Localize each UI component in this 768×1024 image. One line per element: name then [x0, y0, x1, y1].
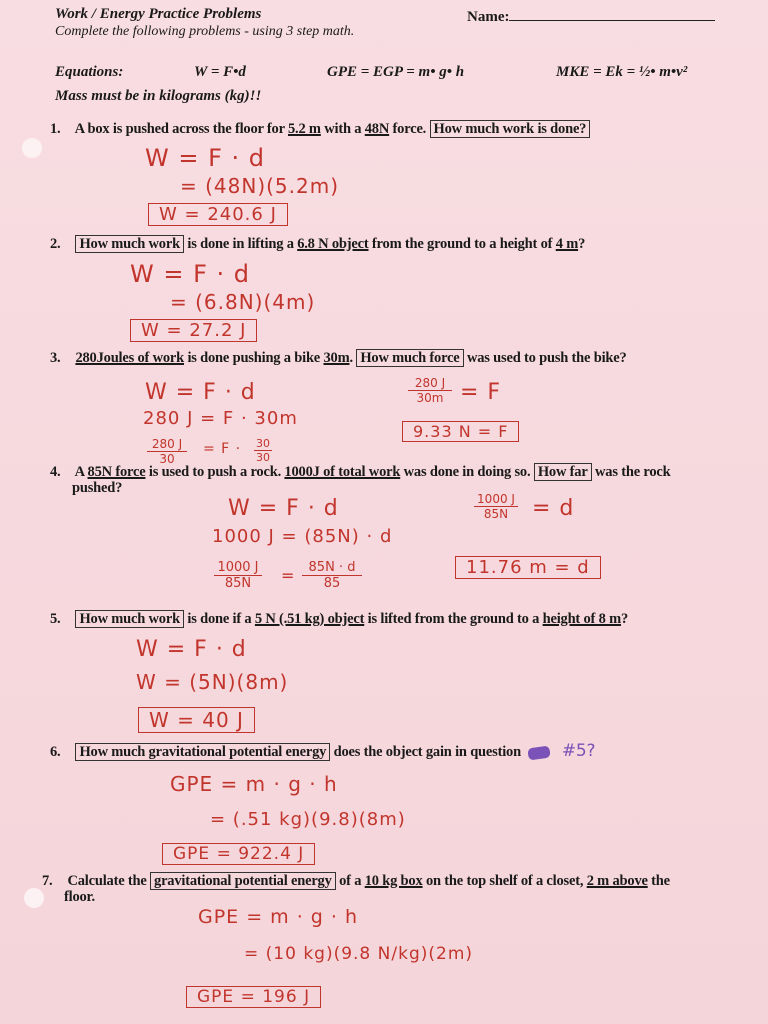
problem-4: [50, 464, 671, 481]
problem-1: [50, 121, 590, 138]
text: does the object gain in question: [330, 744, 525, 760]
text: is done in lifting a: [183, 236, 298, 252]
problem-5: [50, 611, 628, 628]
scribble-mark: [528, 745, 551, 760]
p3-eq-mid: = F ·: [203, 441, 242, 457]
denominator: 85N: [483, 507, 509, 521]
denominator: 30m: [416, 391, 444, 405]
p6-step1: GPE = m · g · h: [170, 772, 338, 796]
mke-equation: MKE = Ek = ½• m•v²: [556, 64, 688, 80]
p1-step1: W = F · d: [145, 144, 266, 172]
punch-hole-top: [22, 138, 42, 158]
p7-step1: GPE = m · g · h: [198, 906, 359, 928]
text: the: [647, 873, 670, 889]
name-blank[interactable]: [509, 6, 715, 21]
numerator: 1000 J: [474, 492, 518, 507]
p3-eq-right: = F: [460, 380, 502, 405]
p4-fraction-right: [474, 492, 518, 521]
name-field[interactable]: [467, 6, 715, 26]
text: ?: [620, 611, 629, 627]
text: is lifted from the ground to a: [364, 611, 543, 627]
problem-7: [42, 873, 670, 890]
text: 10 kg box: [364, 873, 423, 889]
p4-eq-mid: =: [281, 566, 296, 585]
text: 1000J of total work: [284, 464, 401, 480]
text: from the ground to a height of: [368, 236, 556, 252]
text: 280Joules of work: [75, 350, 185, 366]
p1-step2: = (48N)(5.2m): [180, 174, 340, 198]
boxed-question: How far: [534, 463, 592, 481]
numerator: 85N · d: [302, 560, 362, 576]
p4-answer: 11.76 m = d: [455, 556, 601, 579]
p4-fraction-left: [214, 560, 262, 591]
p4-step2: 1000 J = (85N) · d: [212, 526, 393, 547]
worksheet-subtitle: Complete the following problems - using 3 step math.: [55, 24, 355, 39]
denominator: 85N: [224, 576, 252, 591]
text: with a: [320, 121, 365, 137]
text: was done in doing so.: [400, 464, 534, 480]
boxed-question: How much gravitational potential energy: [75, 743, 330, 761]
text: 4 m: [555, 236, 579, 252]
problem-7-line2: floor.: [64, 889, 95, 905]
p3-fraction-right: [408, 376, 452, 405]
text: was used to push the bike?: [463, 350, 627, 366]
text: 2 m above: [586, 873, 648, 889]
p4-eq-right: = d: [532, 496, 575, 521]
text: 85N force: [87, 464, 146, 480]
text: 5 N (.51 kg) object: [254, 611, 365, 627]
p1-answer: W = 240.6 J: [148, 203, 288, 226]
p7-step2: = (10 kg)(9.8 N/kg)(2m): [244, 944, 474, 964]
text: 30m: [323, 350, 350, 366]
text: 5.2 m: [287, 121, 321, 137]
problem-4-line2: pushed?: [72, 480, 123, 496]
numerator: 280 J: [408, 376, 452, 391]
p5-step2: W = (5N)(8m): [136, 670, 289, 694]
p3-step1: W = F · d: [145, 380, 256, 405]
text: of a: [335, 873, 365, 889]
boxed-question: How much force: [356, 349, 463, 367]
punch-hole-bottom: [24, 888, 44, 908]
text: A box is pushed across the floor for: [74, 121, 288, 137]
problem-number: 4.: [50, 464, 61, 480]
gpe-equation: GPE = EGP = m• g• h: [327, 64, 465, 80]
p3-fraction-left: [147, 437, 187, 466]
text: is done pushing a bike: [184, 350, 324, 366]
problem-number: 7.: [42, 873, 53, 889]
text: A: [74, 464, 88, 480]
numerator: 280 J: [147, 437, 187, 452]
p4-step1: W = F · d: [228, 496, 339, 521]
p5-step1: W = F · d: [136, 637, 247, 662]
p6-answer: GPE = 922.4 J: [162, 843, 315, 865]
denominator: 85: [323, 576, 341, 591]
p2-step1: W = F · d: [130, 260, 251, 288]
p3-answer: 9.33 N = F: [402, 421, 519, 442]
boxed-question: gravitational potential energy: [150, 872, 336, 890]
problem-2: [50, 236, 585, 253]
p3-step2: 280 J = F · 30m: [143, 408, 298, 429]
boxed-question: How much work: [75, 235, 184, 253]
numerator: 30: [256, 437, 270, 450]
problem-6: [50, 741, 595, 761]
mass-note: Mass must be in kilograms (kg)!!: [55, 88, 262, 104]
p4-fraction-mid: [302, 560, 362, 591]
problem-number: 2.: [50, 236, 61, 252]
text: was the rock: [591, 464, 671, 480]
equations-label: Equations:: [55, 64, 124, 80]
text: Calculate the: [67, 873, 151, 889]
p2-answer: W = 27.2 J: [130, 319, 257, 342]
name-label: Name:: [467, 9, 510, 25]
boxed-question: How much work: [75, 610, 184, 628]
text: .: [349, 350, 357, 366]
p5-answer: W = 40 J: [138, 707, 255, 733]
problem-number: 5.: [50, 611, 61, 627]
work-equation: W = F•d: [194, 64, 246, 80]
problem-number: 6.: [50, 744, 61, 760]
p3-fraction-mid: [254, 437, 272, 464]
numerator: 1000 J: [214, 560, 262, 576]
denominator: 30: [159, 452, 175, 466]
p2-step2: = (6.8N)(4m): [170, 290, 316, 314]
text: ?: [578, 236, 586, 252]
text: force.: [389, 121, 430, 137]
text: is used to push a rock.: [145, 464, 285, 480]
worksheet-title: Work / Energy Practice Problems: [55, 6, 262, 22]
p6-step2: = (.51 kg)(9.8)(8m): [210, 809, 406, 830]
text: is done if a: [183, 611, 255, 627]
boxed-question: How much work is done?: [430, 120, 591, 138]
p7-answer: GPE = 196 J: [186, 986, 321, 1008]
problem-number: 1.: [50, 121, 61, 137]
text: on the top shelf of a closet,: [422, 873, 587, 889]
problem-number: 3.: [50, 350, 61, 366]
denominator: 30: [256, 451, 270, 464]
text: height of 8 m: [542, 611, 621, 627]
question-annotation: #5?: [561, 741, 596, 761]
text: 48N: [364, 121, 390, 137]
text: 6.8 N object: [297, 236, 369, 252]
problem-3: [50, 350, 627, 367]
